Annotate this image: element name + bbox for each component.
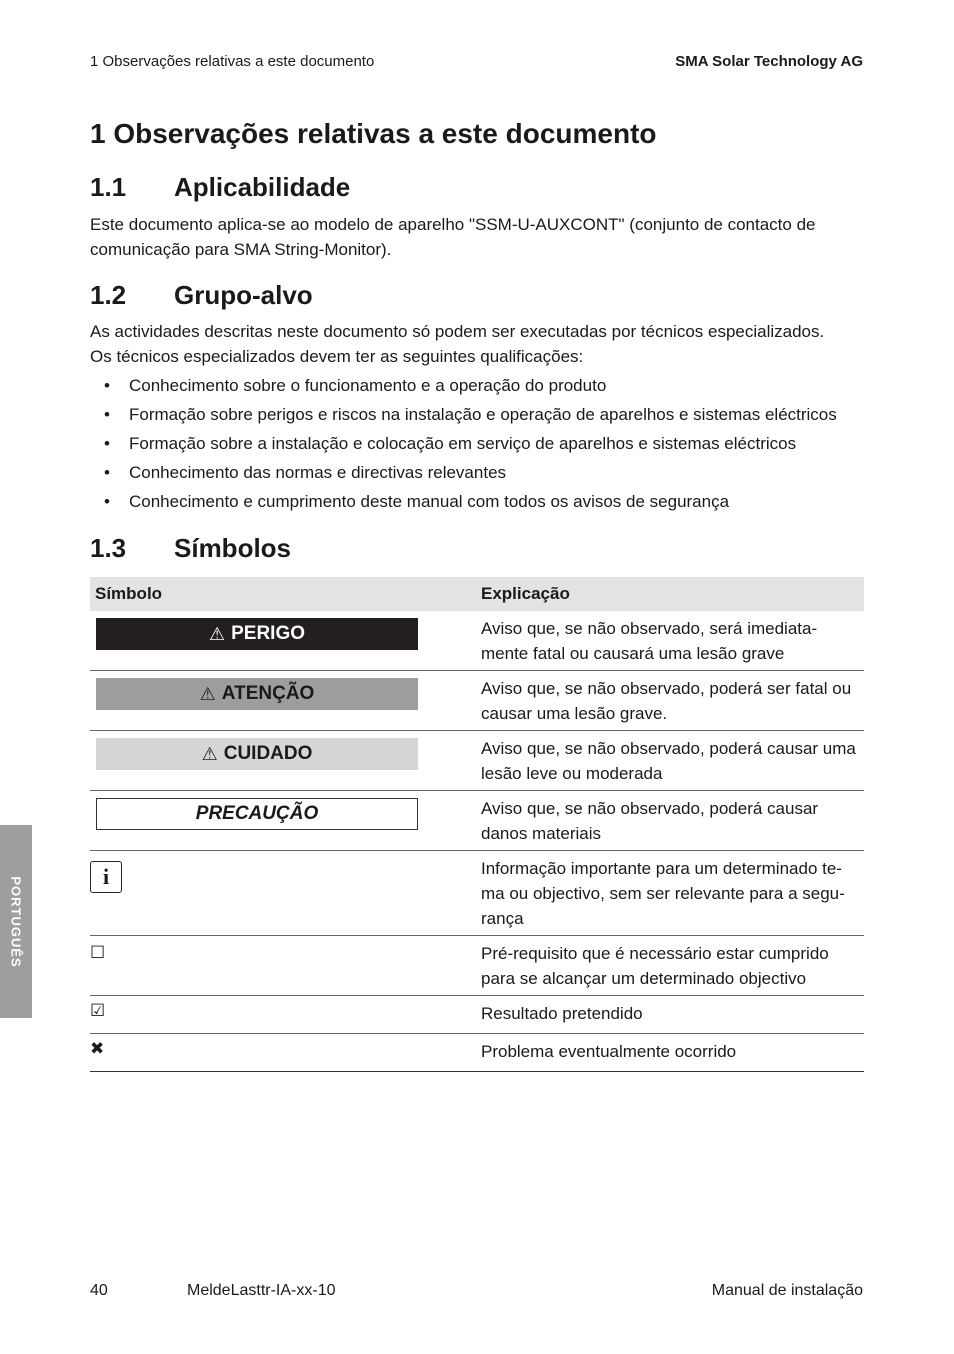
list-item: • Conhecimento e cumprimento deste manual com todos os avisos de segurança [90, 489, 837, 518]
running-header-company: SMA Solar Technology AG [675, 53, 863, 70]
list-item: • Conhecimento das normas e directivas relevantes [90, 460, 837, 489]
table-row [90, 1034, 864, 1072]
column-header-symbol: Símbolo [90, 577, 476, 611]
symbols-table [90, 577, 864, 1072]
applicability-text: Este documento aplica-se ao modelo de aparelho "SSM-U-AUXCONT" (conjunto de contacto de comunicação para SMA String-Monitor). [90, 215, 816, 259]
info-icon: i [90, 861, 122, 893]
section-heading-target-group [90, 280, 313, 311]
table-row [90, 671, 864, 731]
table-header-row [90, 577, 864, 611]
notice-badge: PRECAUÇÃO [96, 798, 418, 830]
bullet-icon: • [104, 376, 110, 395]
table-row [90, 936, 864, 996]
explanation-cell: Pré-requisito que é necessário estar cumprido para se alcançar um determinado objectivo [476, 936, 864, 996]
running-header-chapter: 1 Observações relativas a este documento [90, 53, 375, 70]
section-title: Aplicabilidade [174, 172, 351, 202]
target-group-text-1: As actividades descritas neste documento só podem ser executadas por técnicos especializados. [90, 322, 825, 341]
language-side-tab [0, 825, 32, 1018]
section-number: 1.1 [90, 172, 127, 202]
explanation-cell: Resultado pretendido [476, 996, 864, 1034]
list-item: • Formação sobre a instalação e colocação em serviço de aparelhos e sistemas eléctricos [90, 431, 837, 460]
table-row [90, 611, 864, 671]
section-number: 1.2 [90, 280, 127, 310]
section-title: Símbolos [174, 533, 292, 563]
explanation-cell: Problema eventualmente ocorrido [476, 1034, 864, 1072]
section-heading-symbols [90, 533, 291, 564]
language-label: PORTUGUÊS [8, 875, 24, 968]
warning-triangle-icon: ⚠ [199, 683, 216, 704]
warning-triangle-icon: ⚠ [208, 623, 226, 644]
checkbox-empty-icon: ☐ [90, 943, 106, 962]
chapter-title: 1 Observações relativas a este documento [90, 118, 657, 149]
table-row [90, 851, 864, 936]
checkbox-checked-icon: ☑ [90, 1001, 106, 1020]
bullet-icon: • [104, 434, 110, 453]
bullet-icon: • [104, 405, 110, 424]
explanation-cell: Aviso que, se não observado, poderá ser fatal ou causar uma lesão grave. [476, 671, 864, 731]
explanation-cell: Aviso que, se não observado, poderá causar uma lesão leve ou moderada [476, 731, 864, 791]
document-id: MeldeLasttr-IA-xx-10 [187, 1282, 336, 1299]
section-number: 1.3 [90, 533, 127, 563]
caution-badge: ⚠ CUIDADO [96, 738, 418, 770]
warning-triangle-icon: ⚠ [201, 743, 218, 764]
explanation-cell: Aviso que, se não observado, será imediata-mente fatal ou causará uma lesão grave [476, 611, 864, 671]
column-header-explanation: Explicação [476, 577, 864, 611]
document-type: Manual de instalação [711, 1282, 863, 1299]
section-title: Grupo-alvo [174, 280, 313, 310]
list-item: • Conhecimento sobre o funcionamento e a operação do produto [90, 373, 837, 402]
section-heading-applicability [90, 172, 350, 203]
cross-icon: ✖ [90, 1039, 105, 1058]
bullet-icon: • [104, 463, 110, 482]
explanation-cell: Informação importante para um determinado te-ma ou objectivo, sem ser relevante para a segu-rança [476, 851, 864, 936]
target-group-text-2: Os técnicos especializados devem ter as seguintes qualificações: [90, 347, 584, 366]
table-row [90, 791, 864, 851]
qualifications-list [90, 373, 837, 518]
table-row [90, 731, 864, 791]
warning-badge: ⚠ ATENÇÃO [96, 678, 418, 710]
table-row [90, 996, 864, 1034]
danger-badge: ⚠ PERIGO [96, 618, 418, 650]
bullet-icon: • [104, 492, 110, 511]
page-number: 40 [90, 1282, 108, 1299]
list-item: • Formação sobre perigos e riscos na instalação e operação de aparelhos e sistemas eléctricos [90, 402, 837, 431]
explanation-cell: Aviso que, se não observado, poderá causar danos materiais [476, 791, 864, 851]
